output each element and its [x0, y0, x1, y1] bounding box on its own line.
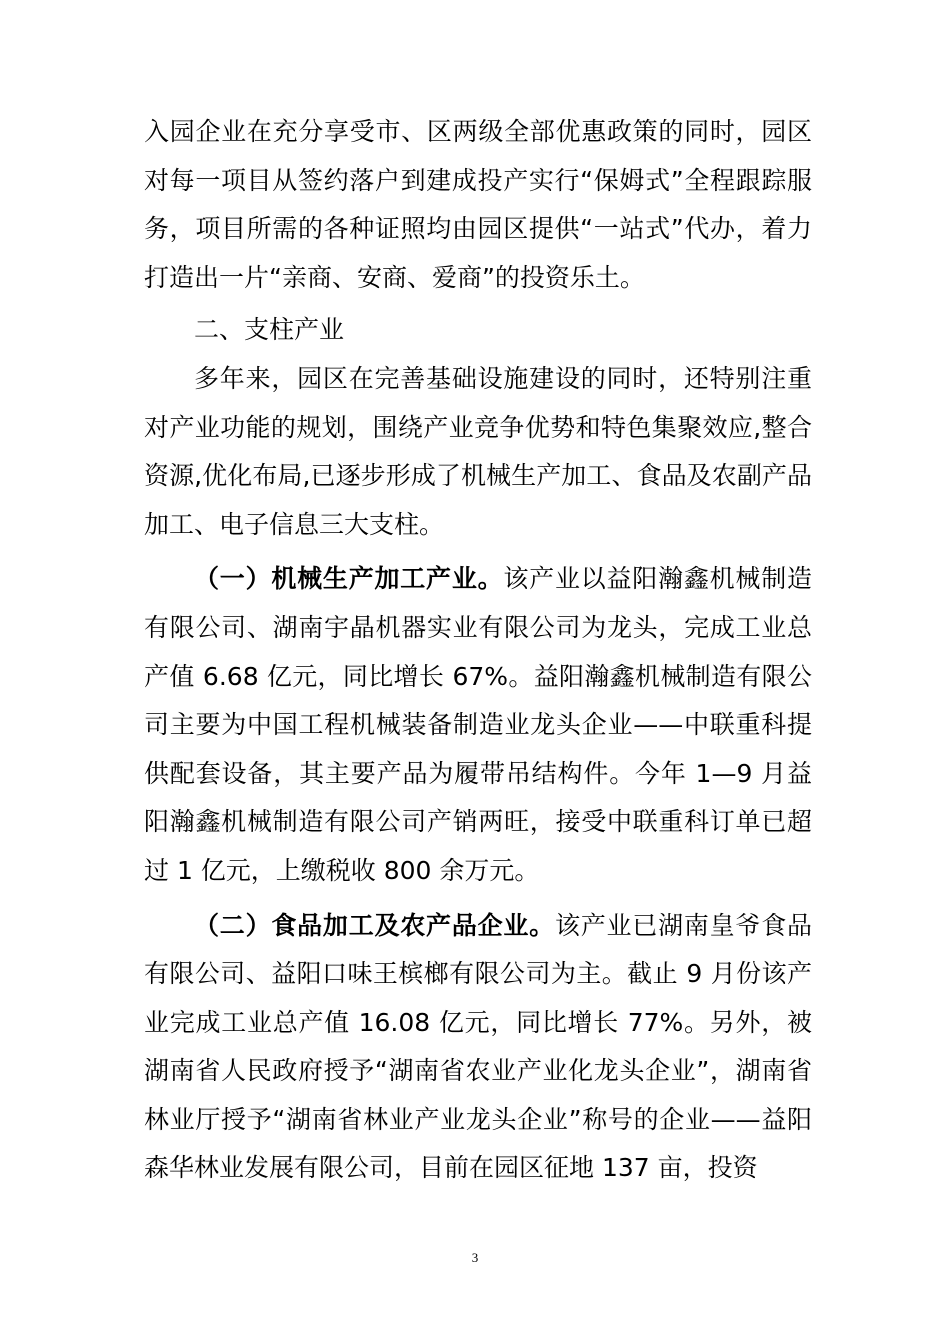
- document-body: [144, 108, 812, 1193]
- paragraph-text: 该产业已湖南皇爷食品有限公司、益阳口味王槟榔有限公司为主。截止 9 月份该产业完成工业总产值 16.08 亿元，同比增长 77%。另外，被湖南省人民政府授予“湖南省农业产业化龙头企业”，湖南省林业厅授予“湖南省林业产业龙头企业”称号的企业——益阳森华林业发展有限公司，目前在园区征地 137 亩，投资: [144, 910, 812, 1183]
- paragraph-food-industry: [144, 902, 812, 1194]
- subheading-food: （二）食品加工及农产品企业。: [194, 910, 555, 940]
- section-heading-pillar-industries: [144, 306, 812, 355]
- paragraph-pillar-overview: [144, 355, 812, 549]
- paragraph-policy-continuation: [144, 108, 812, 302]
- subheading-machinery: （一）机械生产加工产业。: [194, 564, 504, 594]
- paragraph-text: 该产业以益阳瀚鑫机械制造有限公司、湖南宇晶机器实业有限公司为龙头，完成工业总产值 6.68 亿元，同比增长 67%。益阳瀚鑫机械制造有限公司主要为中国工程机械装备制造业龙头企业——中联重科提供配套设备，其主要产品为履带吊结构件。今年 1—9 月益阳瀚鑫机械制造有限公司产销两旺，接受中联重科订单已超过 1 亿元，上缴税收 800 余万元。: [144, 564, 812, 885]
- page-number: 3: [471, 1250, 479, 1265]
- section-heading-text: 二、支柱产业: [194, 315, 345, 345]
- paragraph-text: 多年来，园区在完善基础设施建设的同时，还特别注重对产业功能的规划，围绕产业竞争优势和特色集聚效应,整合资源,优化布局,已逐步形成了机械生产加工、食品及农副产品加工、电子信息三大支柱。: [144, 363, 812, 539]
- paragraph-machinery-industry: [144, 555, 812, 895]
- paragraph-text: 入园企业在充分享受市、区两级全部优惠政策的同时，园区对每一项目从签约落户到建成投产实行“保姆式”全程跟踪服务，项目所需的各种证照均由园区提供“一站式”代办，着力打造出一片“亲商、安商、爱商”的投资乐土。: [144, 117, 812, 292]
